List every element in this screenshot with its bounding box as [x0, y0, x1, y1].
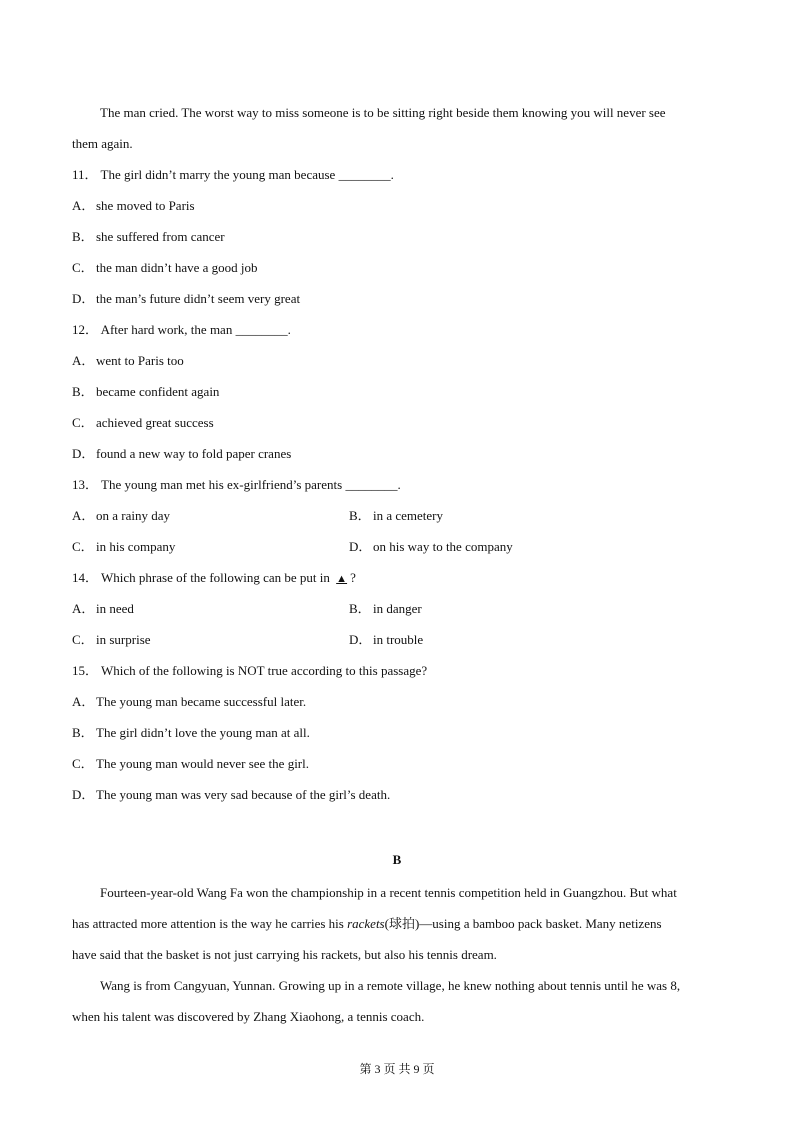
option-letter: B． [349, 601, 371, 616]
question-12-option-c [72, 414, 214, 432]
option-letter: A． [72, 694, 95, 709]
question-11-option-a [72, 197, 195, 215]
option-text: The young man was very sad because of the girl’s death. [96, 787, 391, 802]
question-13-stem [72, 476, 401, 494]
option-letter: B． [72, 229, 94, 244]
question-13-option-c [72, 538, 175, 556]
option-letter: D． [349, 632, 372, 647]
option-text: the man’s future didn’t seem very great [96, 291, 301, 306]
question-text: The girl didn’t marry the young man because ________. [100, 167, 394, 182]
section-b-heading: B [392, 852, 402, 867]
question-14-stem [72, 569, 356, 588]
question-number: 14． [72, 570, 99, 585]
option-text: in a cemetery [373, 508, 444, 523]
question-11-option-c [72, 259, 258, 277]
passage-a-line-1: The man cried. The worst way to miss someone is to be sitting right beside them knowing you will never see [100, 105, 666, 120]
question-14-option-b [349, 600, 422, 618]
option-text: The young man became successful later. [96, 694, 307, 709]
italic-word: rackets [347, 916, 385, 931]
question-15-option-b [72, 724, 310, 742]
option-text: went to Paris too [96, 353, 184, 368]
option-letter: A． [72, 508, 95, 523]
option-text: The girl didn’t love the young man at all. [96, 725, 310, 740]
option-text: she moved to Paris [96, 198, 195, 213]
text-run: (球拍)—using a bamboo pack basket. Many netizens [384, 916, 662, 931]
option-text: in need [96, 601, 134, 616]
question-number: 12． [72, 322, 99, 337]
section-b-p1-line-1: Fourteen-year-old Wang Fa won the championship in a recent tennis competition held in Guangzhou. But what [100, 885, 677, 900]
option-text: on a rainy day [96, 508, 171, 523]
question-12-option-a [72, 352, 184, 370]
question-15-option-d [72, 786, 390, 804]
section-b-p2-line-2: when his talent was discovered by Zhang Xiaohong, a tennis coach. [72, 1009, 425, 1024]
question-number: 13． [72, 477, 99, 492]
option-text: on his way to the company [373, 539, 513, 554]
question-number: 15． [72, 663, 99, 678]
page-footer: 第 3 页 共 9 页 [359, 1062, 435, 1076]
option-text: found a new way to fold paper cranes [96, 446, 292, 461]
text-run: has attracted more attention is the way he carries his [72, 916, 348, 931]
option-letter: A． [72, 601, 95, 616]
option-text: The young man would never see the girl. [96, 756, 309, 771]
option-text: she suffered from cancer [96, 229, 225, 244]
question-13-option-d [349, 538, 513, 556]
option-letter: B． [349, 508, 371, 523]
question-15-option-a [72, 693, 306, 711]
section-b-p1-line-2 [72, 915, 662, 933]
option-text: in surprise [96, 632, 151, 647]
option-letter: A． [72, 353, 95, 368]
question-end: ? [350, 570, 356, 585]
option-letter: D． [72, 291, 95, 306]
option-letter: C． [72, 539, 94, 554]
passage-a-line-2: them again. [72, 136, 133, 151]
question-14-option-d [349, 631, 423, 649]
section-b-p2-line-1: Wang is from Cangyuan, Yunnan. Growing up in a remote village, he knew nothing about tennis until he was 8, [100, 978, 681, 993]
question-text: Which of the following is NOT true according to this passage? [101, 663, 428, 678]
question-12-stem [72, 321, 291, 339]
blank-marker: ▲ [336, 573, 348, 585]
question-14-option-c [72, 631, 151, 649]
question-text: Which phrase of the following can be put in [101, 570, 330, 585]
option-letter: B． [72, 384, 94, 399]
question-13-option-a [72, 507, 170, 525]
option-text: in danger [373, 601, 422, 616]
option-text: in his company [96, 539, 176, 554]
option-letter: C． [72, 632, 94, 647]
option-text: in trouble [373, 632, 424, 647]
option-letter: B． [72, 725, 94, 740]
question-12-option-d [72, 445, 291, 463]
option-letter: D． [72, 446, 95, 461]
question-15-stem [72, 662, 427, 680]
question-11-option-d [72, 290, 300, 308]
option-text: became confident again [96, 384, 220, 399]
section-b-p1-line-3: have said that the basket is not just carrying his rackets, but also his tennis dream. [72, 947, 497, 962]
question-text: After hard work, the man ________. [100, 322, 291, 337]
question-14-option-a [72, 600, 134, 618]
question-12-option-b [72, 383, 219, 401]
question-11-stem [72, 166, 394, 184]
question-11-option-b [72, 228, 225, 246]
option-letter: C． [72, 260, 94, 275]
question-text: The young man met his ex-girlfriend’s parents ________. [101, 477, 401, 492]
option-letter: D． [349, 539, 372, 554]
option-letter: A． [72, 198, 95, 213]
option-letter: C． [72, 756, 94, 771]
option-letter: C． [72, 415, 94, 430]
question-number: 11． [72, 167, 98, 182]
option-letter: D． [72, 787, 95, 802]
option-text: achieved great success [96, 415, 214, 430]
question-13-option-b [349, 507, 443, 525]
option-text: the man didn’t have a good job [96, 260, 258, 275]
question-15-option-c [72, 755, 309, 773]
